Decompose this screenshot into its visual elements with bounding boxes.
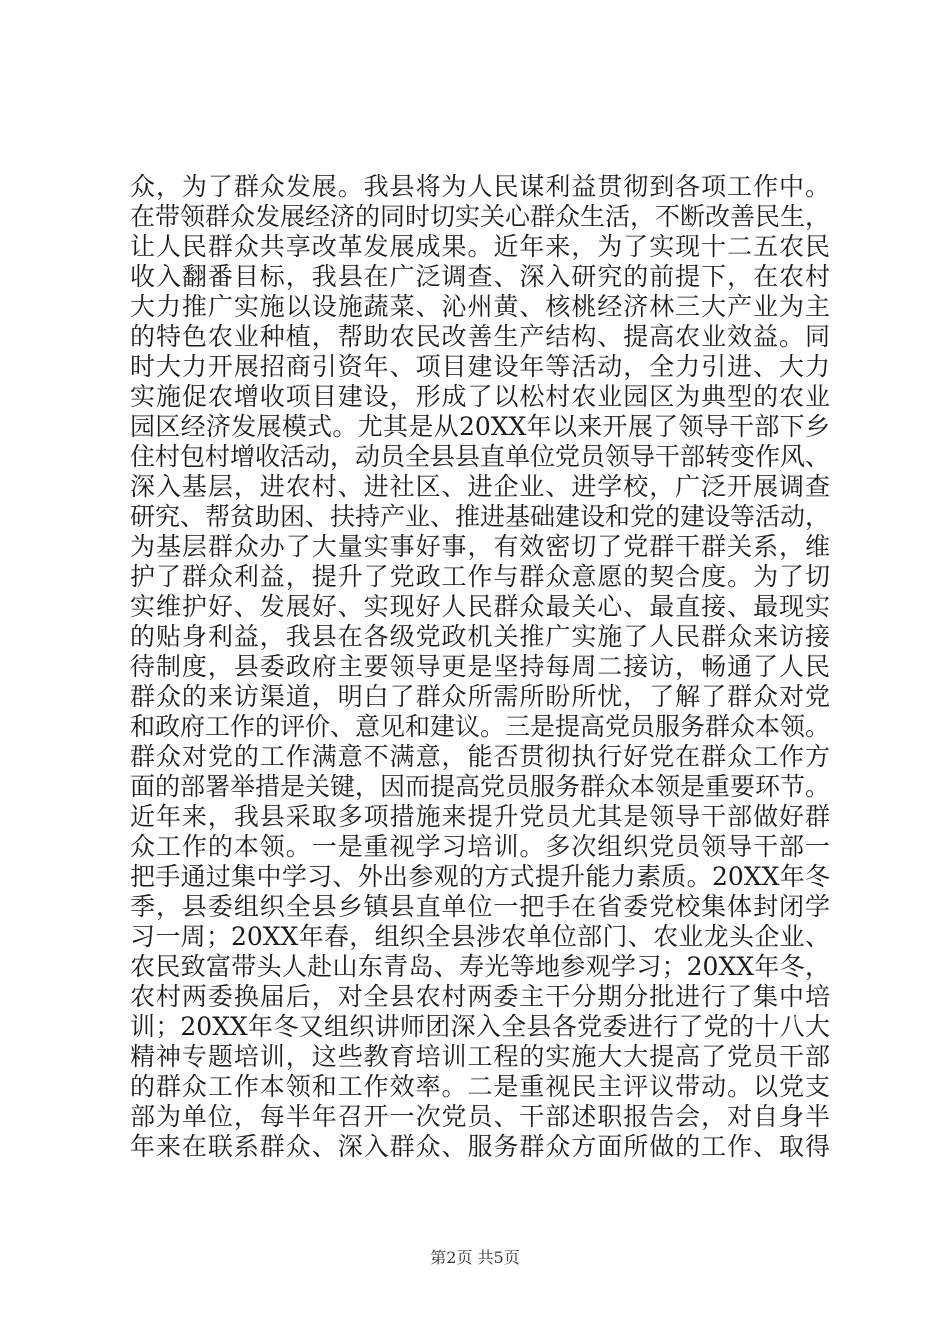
text-line: 农民致富带头人赴山东青岛、寿光等地参观学习；20XX年冬， [130,952,830,981]
text-line: 大力推广实施以设施蔬菜、沁州黄、核桃经济林三大产业为主 [130,292,830,321]
text-line: 时大力开展招商引资年、项目建设年等活动，全力引进、大力 [130,352,830,381]
text-line: 在带领群众发展经济的同时切实关心群众生活，不断改善民生， [130,202,831,231]
text-line: 近年来，我县采取多项措施来提升党员尤其是领导干部做好群 [130,802,830,831]
text-line: 深入基层，进农村、进社区、进企业、进学校，广泛开展调查 [130,472,830,501]
text-line: 习一周；20XX年春，组织全县涉农单位部门、农业龙头企业、 [130,922,830,951]
text-line: 的特色农业种植，帮助农民改善生产结构、提高农业效益。同 [130,322,830,351]
text-line: 群众对党的工作满意不满意，能否贯彻执行好党在群众工作方 [130,742,830,771]
text-line: 把手通过集中学习、外出参观的方式提升能力素质。20XX年冬 [130,862,830,891]
text-line: 研究、帮贫助困、扶持产业、推进基础建设和党的建设等活动， [130,502,831,531]
text-line: 为基层群众办了大量实事好事，有效密切了党群干群关系，维 [130,532,830,561]
text-line: 季，县委组织全县乡镇县直单位一把手在省委党校集体封闭学 [130,892,830,921]
text-line: 农村两委换届后，对全县农村两委主干分期分批进行了集中培 [130,982,830,1011]
text-line: 护了群众利益，提升了党政工作与群众意愿的契合度。为了切 [130,562,830,591]
page-footer: 第2页 共5页 [430,1248,520,1267]
text-line: 待制度，县委政府主要领导更是坚持每周二接访，畅通了人民 [130,652,830,681]
text-line: 面的部署举措是关键，因而提高党员服务群众本领是重要环节。 [130,772,831,801]
text-line: 群众的来访渠道，明白了群众所需所盼所忧，了解了群众对党 [130,682,830,711]
text-line: 训；20XX年冬又组织讲师团深入全县各党委进行了党的十八大 [130,1012,830,1041]
body-text [130,172,830,1162]
text-line: 年来在联系群众、深入群众、服务群众方面所做的工作、取得 [130,1132,830,1161]
text-line: 住村包村增收活动，动员全县县直单位党员领导干部转变作风、 [130,442,831,471]
text-line: 众工作的本领。一是重视学习培训。多次组织党员领导干部一 [130,832,830,861]
text-line: 实维护好、发展好、实现好人民群众最关心、最直接、最现实 [130,592,830,621]
text-line: 精神专题培训，这些教育培训工程的实施大大提高了党员干部 [130,1042,830,1071]
text-line: 部为单位，每半年召开一次党员、干部述职报告会，对自身半 [130,1102,830,1131]
text-line: 的贴身利益，我县在各级党政机关推广实施了人民群众来访接 [130,622,830,651]
text-line: 和政府工作的评价、意见和建议。三是提高党员服务群众本领。 [130,712,831,741]
text-line: 的群众工作本领和工作效率。二是重视民主评议带动。以党支 [130,1072,830,1101]
text-line: 收入翻番目标，我县在广泛调查、深入研究的前提下，在农村 [130,262,830,291]
text-line: 实施促农增收项目建设，形成了以松村农业园区为典型的农业 [130,382,830,411]
text-line: 让人民群众共享改革发展成果。近年来，为了实现十二五农民 [130,232,830,261]
text-line: 园区经济发展模式。尤其是从20XX年以来开展了领导干部下乡 [130,412,830,441]
text-line: 众，为了群众发展。我县将为人民谋利益贯彻到各项工作中。 [130,172,830,201]
